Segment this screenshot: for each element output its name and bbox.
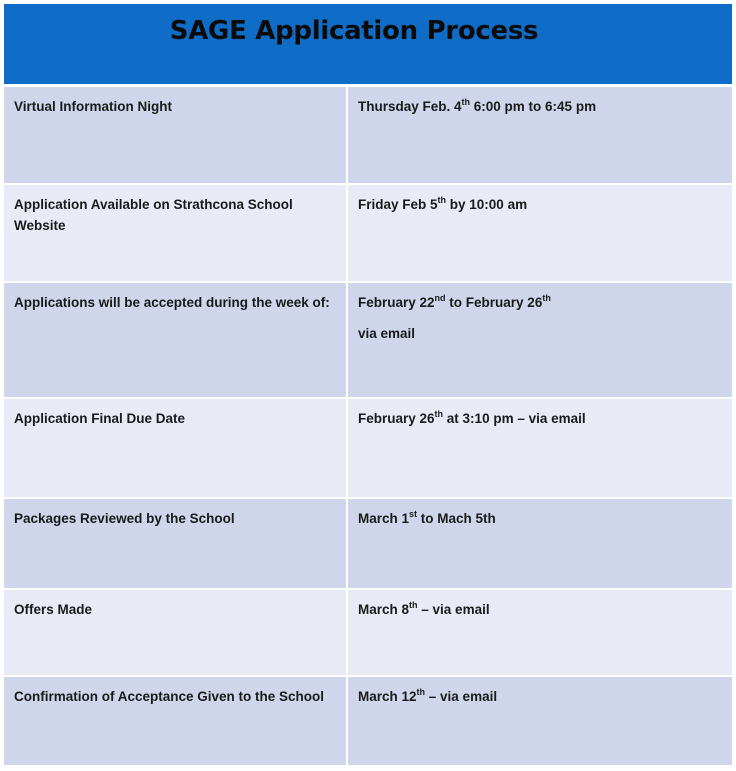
row-label: Virtual Information Night [4, 87, 348, 183]
title-banner [4, 4, 732, 84]
row-value-text: March 12th – via email [358, 687, 498, 704]
row-value [348, 590, 732, 675]
row-value [348, 87, 732, 183]
table-row [4, 399, 732, 499]
row-label: Packages Reviewed by the School [4, 499, 348, 588]
ordinal-suffix: nd [434, 293, 446, 303]
row-value-text: Friday Feb 5th by 10:00 am [358, 195, 528, 212]
row-label: Confirmation of Acceptance Given to the School [4, 677, 348, 765]
page-title: SAGE Application Process [169, 16, 539, 46]
row-value-text: March 1st to Mach 5th [358, 509, 496, 526]
row-value [348, 185, 732, 281]
ordinal-suffix: th [437, 195, 447, 205]
table-row [4, 87, 732, 185]
row-value-note: via email [358, 326, 416, 341]
table-row [4, 590, 732, 677]
row-value [348, 499, 732, 588]
ordinal-suffix: th [416, 687, 426, 697]
row-label: Offers Made [4, 590, 348, 675]
row-value-text: February 26th at 3:10 pm – via email [358, 409, 586, 426]
ordinal-suffix: th [542, 293, 551, 303]
ordinal-suffix: th [461, 97, 471, 107]
row-value-text: February 22nd to February 26th [358, 293, 551, 310]
row-value-text: March 8th – via email [358, 600, 490, 617]
table-row [4, 185, 732, 283]
row-label: Application Final Due Date [4, 399, 348, 497]
ordinal-suffix: th [409, 600, 418, 610]
row-label: Applications will be accepted during the week of: [4, 283, 348, 397]
table-row [4, 283, 732, 399]
row-value [348, 283, 732, 397]
row-value [348, 677, 732, 765]
row-value [348, 399, 732, 497]
table-row [4, 499, 732, 590]
row-value-text: Thursday Feb. 4th 6:00 pm to 6:45 pm [358, 97, 597, 114]
table-row [4, 677, 732, 765]
schedule-table [4, 87, 732, 765]
row-label: Application Available on Strathcona School Website [4, 185, 348, 281]
ordinal-suffix: th [434, 409, 444, 419]
ordinal-suffix: st [409, 509, 418, 519]
